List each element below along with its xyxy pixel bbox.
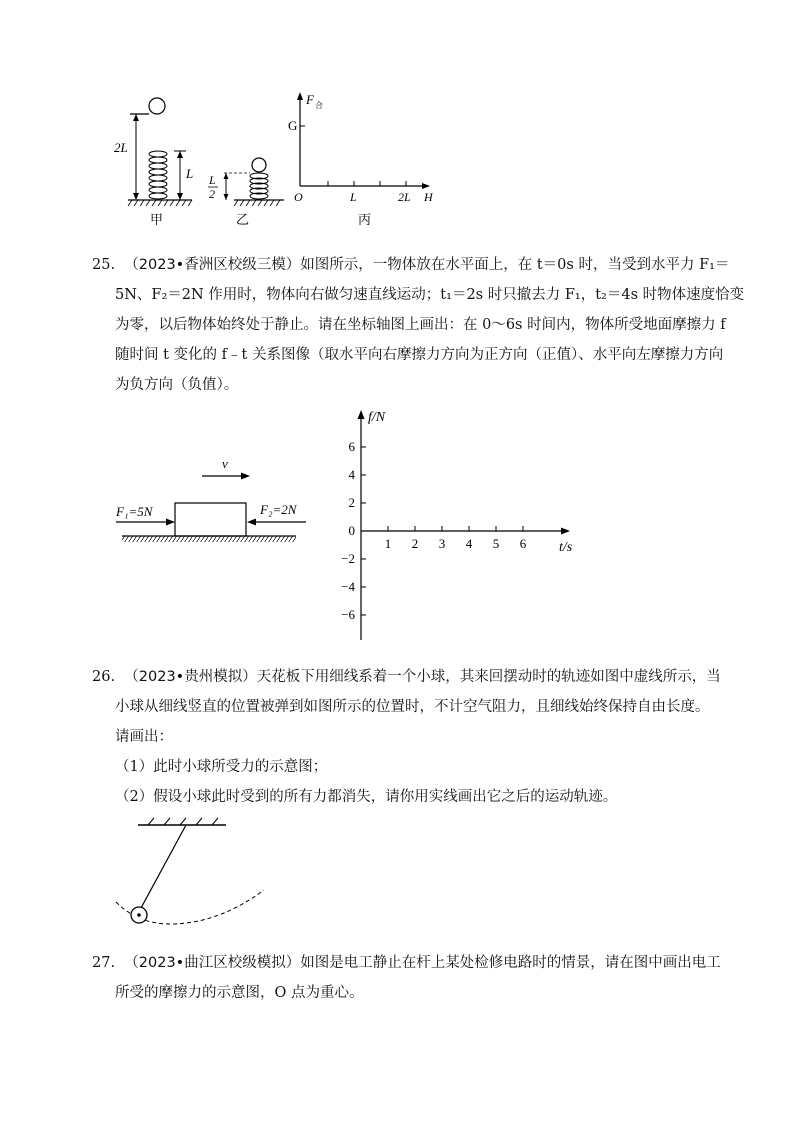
y-tick-label: −4: [341, 579, 355, 594]
label-half-num: L: [209, 173, 216, 187]
q26-line-0: 天花板下用细线系着一个小球，其来回摆动时的轨迹如图中虚线所示，当: [256, 669, 721, 685]
ball-yi: [252, 158, 266, 172]
tick-G: G: [288, 118, 298, 133]
q25-line-3: 随时间 t 变化的 f﹣t 关系图像（取水平向右摩擦力方向为正方向（正值）、水平向左摩擦力方向: [115, 347, 724, 363]
velocity-label: v: [222, 456, 228, 471]
x-tick-label: 4: [465, 536, 473, 551]
question-26: [92, 662, 721, 812]
q25-line-1: 5N、F₂＝2N 作用时，物体向右做匀速直线运动；t₁＝2s 时只撤去力 F₁，t₂＝4s 时物体速度恰变: [115, 287, 745, 303]
question-25: [92, 250, 744, 400]
q25-number: 25.: [92, 257, 116, 273]
axis-label-H: H: [424, 190, 433, 204]
q25-line-2: 为零，以后物体始终处于静止。请在坐标轴图上画出：在 0～6s 时间内，物体所受地面摩擦力 f: [115, 317, 726, 333]
figure-f-t-axes: [330, 405, 600, 645]
axis-label-F: F: [306, 92, 314, 107]
caption-bing: 丙: [358, 213, 372, 228]
q26-source: （2023•贵州模拟）: [124, 669, 257, 685]
q25-source: （2023•香洲区校级三模）: [124, 257, 301, 273]
y-tick-label: −2: [341, 551, 355, 566]
x-tick-label: 5: [492, 536, 500, 551]
q27-source: （2023•曲江区校级模拟）: [124, 955, 301, 971]
q26-line-2: 请画出：: [115, 729, 173, 745]
spring-yi: [250, 173, 268, 199]
label-2L: 2L: [114, 140, 128, 155]
q25-line-4: 为负方向（负值）。: [115, 377, 239, 393]
figure-spring-ball: [100, 88, 450, 230]
F2-label: F₂=2N: [260, 502, 297, 517]
y-tick-label: 2: [348, 495, 355, 510]
tick-L: L: [350, 190, 357, 204]
q26-sub-1: （1）此时小球所受力的示意图；: [115, 759, 328, 775]
x-tick-label: 6: [519, 536, 527, 551]
y-tick-label: −6: [341, 607, 355, 622]
block: [175, 503, 246, 536]
axis-label-F-sub: 合: [315, 101, 323, 110]
string: [141, 825, 186, 908]
q27-line-0: 如图是电工静止在杆上某处检修电路时的情景，请在图中画出电工: [300, 955, 721, 971]
y-tick-label: 4: [348, 467, 355, 482]
spring-jia: [149, 151, 167, 199]
x-tick-label: 1: [384, 536, 392, 551]
q27-number: 27.: [92, 955, 116, 971]
origin-O: O: [294, 190, 303, 204]
x-axis-label: t/s: [559, 540, 573, 555]
q26-sub-2: （2）假设小球此时受到的所有力都消失，请你用实线画出它之后的运动轨迹。: [115, 789, 618, 805]
figure-pendulum: [108, 812, 278, 932]
caption-jia: 甲: [150, 213, 164, 228]
question-27: [92, 948, 721, 1008]
y-tick-label: 6: [348, 439, 355, 454]
tick-2L: 2L: [398, 190, 411, 204]
q25-line-0: 如图所示，一物体放在水平面上，在 t＝0s 时，当受到水平力 F₁＝: [300, 257, 730, 273]
label-half-den: 2: [209, 187, 215, 201]
x-tick-label: 3: [438, 536, 446, 551]
ball-jia: [149, 98, 165, 114]
y-tick-label: 0: [348, 523, 355, 538]
q27-line-1: 所受的摩擦力的示意图，O 点为重心。: [115, 985, 364, 1001]
caption-yi: 乙: [236, 213, 250, 228]
F1-label: F₁=5N: [116, 504, 153, 519]
x-tick-label: 2: [411, 536, 419, 551]
figure-block-forces: [110, 450, 310, 550]
label-L: L: [186, 166, 194, 181]
y-axis-label: f/N: [368, 410, 386, 425]
q26-number: 26.: [92, 669, 116, 685]
q26-line-1: 小球从细线竖直的位置被弹到如图所示的位置时，不计空气阻力，且细线始终保持自由长度。: [115, 699, 710, 715]
